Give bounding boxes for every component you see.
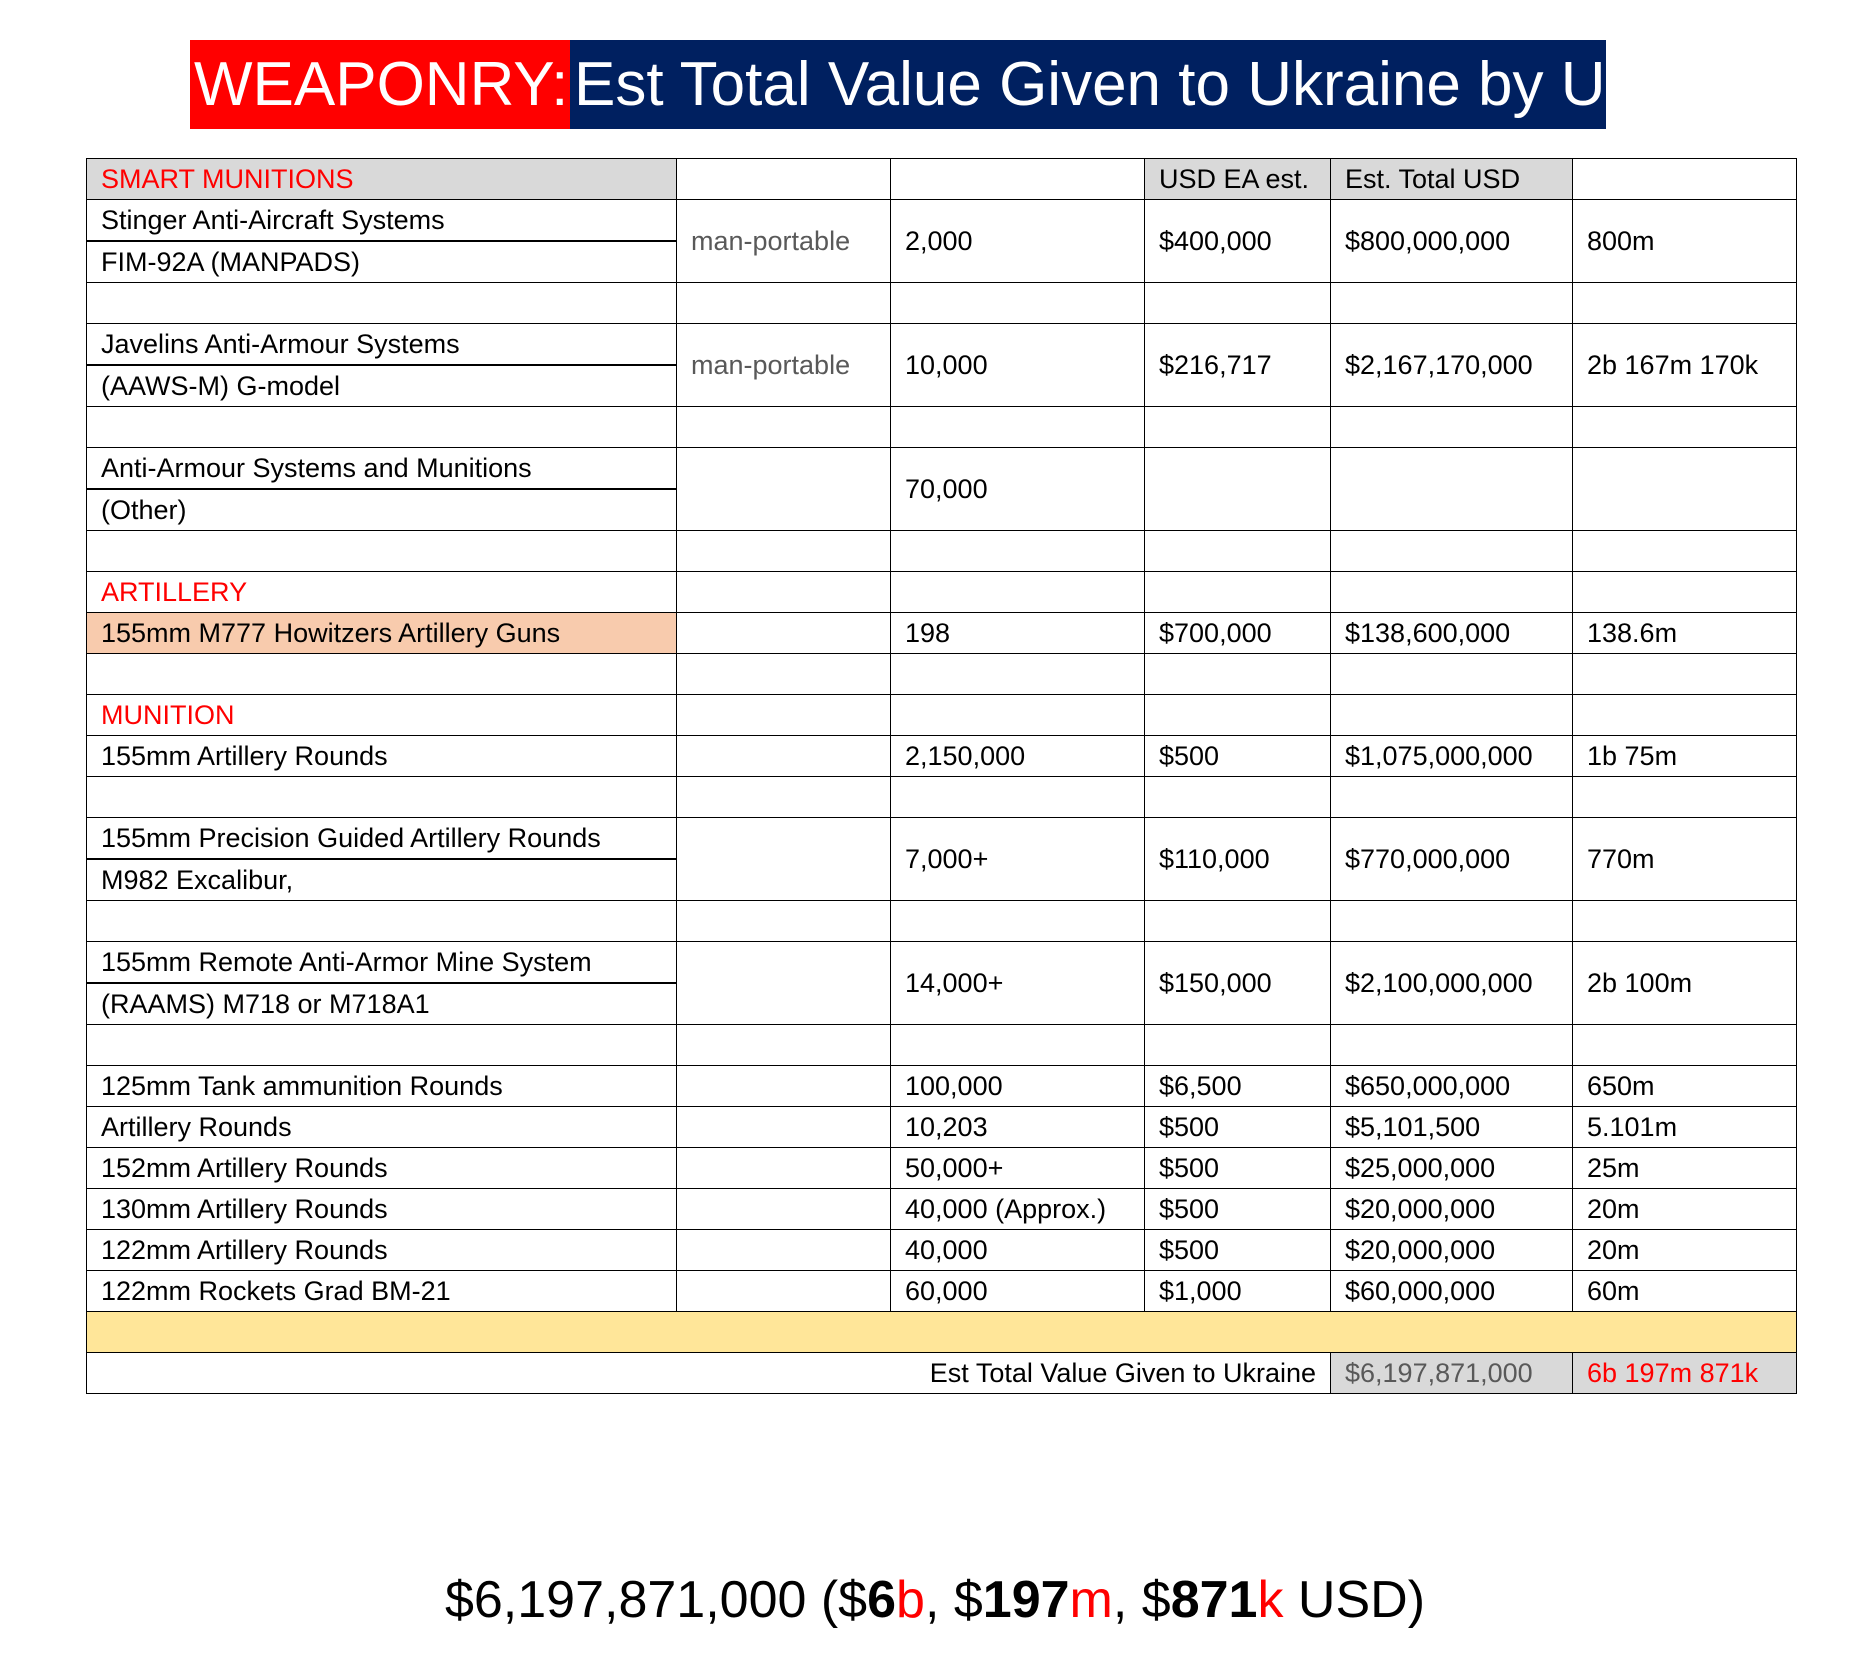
item-quantity: 2,000 — [891, 200, 1145, 283]
item-usd-each: $1,000 — [1145, 1271, 1331, 1312]
item-type — [677, 942, 891, 1025]
spacer-cell — [677, 283, 891, 324]
header-usd-each: USD EA est. — [1145, 159, 1331, 200]
summary-text: , $ — [1112, 1571, 1171, 1629]
spacer-cell — [1331, 572, 1573, 613]
item-type: man-portable — [677, 324, 891, 407]
spacer-cell — [1145, 572, 1331, 613]
section-row — [87, 695, 1797, 736]
table-row — [87, 200, 1797, 242]
item-total-short: 770m — [1573, 818, 1797, 901]
spacer-cell — [1145, 777, 1331, 818]
spacer-cell — [677, 654, 891, 695]
table-header-row — [87, 159, 1797, 200]
item-name: Anti-Armour Systems and Munitions — [87, 448, 677, 490]
item-total-short: 20m — [1573, 1230, 1797, 1271]
spacer-cell — [1573, 654, 1797, 695]
item-total-usd: $1,075,000,000 — [1331, 736, 1573, 777]
spacer-cell — [891, 1025, 1145, 1066]
table-row — [87, 324, 1797, 366]
item-quantity: 50,000+ — [891, 1148, 1145, 1189]
item-usd-each: $700,000 — [1145, 613, 1331, 654]
item-total-short: 60m — [1573, 1271, 1797, 1312]
section-label: ARTILLERY — [87, 572, 677, 613]
item-type — [677, 448, 891, 531]
item-name: 125mm Tank ammunition Rounds — [87, 1066, 677, 1107]
spacer-cell — [87, 283, 677, 324]
summary-text: ($ — [806, 1571, 868, 1629]
item-quantity: 198 — [891, 613, 1145, 654]
item-name: 155mm Remote Anti-Armor Mine System — [87, 942, 677, 984]
item-quantity: 10,000 — [891, 324, 1145, 407]
table-row — [87, 1271, 1797, 1312]
table-row — [87, 818, 1797, 860]
spacer-cell — [677, 572, 891, 613]
table-row — [87, 942, 1797, 984]
item-total-usd — [1331, 448, 1573, 531]
item-total-usd: $2,100,000,000 — [1331, 942, 1573, 1025]
item-total-usd: $650,000,000 — [1331, 1066, 1573, 1107]
total-short: 6b 197m 871k — [1573, 1353, 1797, 1394]
item-quantity: 100,000 — [891, 1066, 1145, 1107]
spacer-cell — [1573, 695, 1797, 736]
spacer-cell — [1145, 283, 1331, 324]
item-quantity: 70,000 — [891, 448, 1145, 531]
spacer-cell — [1573, 407, 1797, 448]
spacer-cell — [1331, 654, 1573, 695]
item-type — [677, 1107, 891, 1148]
spacer-cell — [87, 901, 677, 942]
spacer-cell — [87, 407, 677, 448]
spacer-cell — [87, 777, 677, 818]
header-smart-munitions: SMART MUNITIONS — [87, 159, 677, 200]
spacer-cell — [1573, 1025, 1797, 1066]
total-usd: $6,197,871,000 — [1331, 1353, 1573, 1394]
item-total-short: 800m — [1573, 200, 1797, 283]
table-row — [87, 1230, 1797, 1271]
spacer-cell — [891, 654, 1145, 695]
item-total-short: 2b 100m — [1573, 942, 1797, 1025]
table-row — [87, 1189, 1797, 1230]
spacer-cell — [1331, 531, 1573, 572]
item-total-usd: $2,167,170,000 — [1331, 324, 1573, 407]
summary-thousands: 871 — [1170, 1571, 1258, 1629]
item-name: 130mm Artillery Rounds — [87, 1189, 677, 1230]
spacer-cell — [677, 777, 891, 818]
item-type — [677, 736, 891, 777]
spacer-cell — [1331, 1025, 1573, 1066]
spacer-cell — [677, 1025, 891, 1066]
spacer-row — [87, 283, 1797, 324]
spacer-row — [87, 1025, 1797, 1066]
spacer-cell — [677, 407, 891, 448]
spacer-cell — [1145, 901, 1331, 942]
item-usd-each: $500 — [1145, 1189, 1331, 1230]
item-total-usd: $25,000,000 — [1331, 1148, 1573, 1189]
item-quantity: 40,000 (Approx.) — [891, 1189, 1145, 1230]
item-usd-each: $400,000 — [1145, 200, 1331, 283]
item-total-usd: $800,000,000 — [1331, 200, 1573, 283]
item-name: 155mm Precision Guided Artillery Rounds — [87, 818, 677, 860]
item-total-short — [1573, 448, 1797, 531]
spacer-row — [87, 531, 1797, 572]
spacer-cell — [1331, 407, 1573, 448]
summary-millions: 197 — [982, 1571, 1070, 1629]
weapons-table — [86, 158, 1797, 1394]
section-label: MUNITION — [87, 695, 677, 736]
item-type: man-portable — [677, 200, 891, 283]
spacer-cell — [1331, 695, 1573, 736]
spacer-cell — [891, 531, 1145, 572]
spacer-cell — [891, 283, 1145, 324]
spacer-cell — [677, 901, 891, 942]
item-name: (AAWS-M) G-model — [87, 365, 677, 407]
spacer-cell — [891, 572, 1145, 613]
summary-text: USD) — [1283, 1571, 1426, 1629]
spacer-row — [87, 777, 1797, 818]
item-total-short: 25m — [1573, 1148, 1797, 1189]
item-type — [677, 1189, 891, 1230]
summary-millions-unit: m — [1069, 1571, 1113, 1629]
item-name: 155mm Artillery Rounds — [87, 736, 677, 777]
item-total-usd: $770,000,000 — [1331, 818, 1573, 901]
item-total-short: 2b 167m 170k — [1573, 324, 1797, 407]
summary-text: , $ — [924, 1571, 983, 1629]
item-quantity: 10,203 — [891, 1107, 1145, 1148]
spacer-cell — [1573, 283, 1797, 324]
spacer-cell — [1573, 901, 1797, 942]
spacer-cell — [1145, 531, 1331, 572]
title-main: Est Total Value Given to Ukraine by US. — [570, 40, 1606, 129]
item-total-short: 20m — [1573, 1189, 1797, 1230]
spacer-cell — [87, 654, 677, 695]
spacer-cell — [677, 531, 891, 572]
spacer-cell — [891, 901, 1145, 942]
spacer-cell — [1573, 777, 1797, 818]
spacer-row — [87, 901, 1797, 942]
header-total-usd: Est. Total USD — [1331, 159, 1573, 200]
item-name: 152mm Artillery Rounds — [87, 1148, 677, 1189]
item-type — [677, 818, 891, 901]
item-usd-each: $110,000 — [1145, 818, 1331, 901]
spacer-cell — [891, 695, 1145, 736]
item-quantity: 40,000 — [891, 1230, 1145, 1271]
item-total-usd: $138,600,000 — [1331, 613, 1573, 654]
item-usd-each: $150,000 — [1145, 942, 1331, 1025]
item-usd-each: $500 — [1145, 1107, 1331, 1148]
item-type — [677, 1148, 891, 1189]
item-usd-each: $6,500 — [1145, 1066, 1331, 1107]
item-total-short: 1b 75m — [1573, 736, 1797, 777]
item-usd-each — [1145, 448, 1331, 531]
table-row — [87, 613, 1797, 654]
item-total-short: 138.6m — [1573, 613, 1797, 654]
item-name: 155mm M777 Howitzers Artillery Guns — [87, 613, 677, 654]
total-label: Est Total Value Given to Ukraine — [87, 1353, 1331, 1394]
item-type — [677, 1066, 891, 1107]
spacer-cell — [1573, 572, 1797, 613]
item-name: 122mm Artillery Rounds — [87, 1230, 677, 1271]
summary-billions-unit: b — [896, 1571, 925, 1629]
spacer-row — [87, 407, 1797, 448]
item-name: Artillery Rounds — [87, 1107, 677, 1148]
table-row — [87, 1148, 1797, 1189]
total-row — [87, 1353, 1797, 1394]
item-name: Stinger Anti-Aircraft Systems — [87, 200, 677, 242]
item-total-usd: $20,000,000 — [1331, 1189, 1573, 1230]
item-name: M982 Excalibur, — [87, 859, 677, 901]
spacer-cell — [1573, 531, 1797, 572]
item-total-usd: $5,101,500 — [1331, 1107, 1573, 1148]
item-total-usd: $20,000,000 — [1331, 1230, 1573, 1271]
spacer-cell — [891, 777, 1145, 818]
header-cell — [891, 159, 1145, 200]
item-name: (Other) — [87, 489, 677, 531]
summary-thousands-unit: k — [1257, 1571, 1284, 1629]
table-row — [87, 736, 1797, 777]
summary-total — [0, 1570, 1870, 1630]
item-name: Javelins Anti-Armour Systems — [87, 324, 677, 366]
table-row — [87, 1107, 1797, 1148]
spacer-cell — [891, 407, 1145, 448]
summary-billions: 6 — [867, 1571, 897, 1629]
spacer-row-highlight — [87, 1312, 1797, 1353]
spacer-cell — [87, 531, 677, 572]
spacer-cell — [1145, 1025, 1331, 1066]
item-usd-each: $216,717 — [1145, 324, 1331, 407]
item-type — [677, 1230, 891, 1271]
section-row — [87, 572, 1797, 613]
spacer-cell — [1331, 901, 1573, 942]
item-name: (RAAMS) M718 or M718A1 — [87, 983, 677, 1025]
summary-full: $6,197,871,000 — [444, 1571, 807, 1629]
header-cell — [1573, 159, 1797, 200]
item-total-short: 5.101m — [1573, 1107, 1797, 1148]
spacer-cell — [1145, 407, 1331, 448]
table-row — [87, 1066, 1797, 1107]
spacer-cell — [1145, 654, 1331, 695]
item-name: FIM-92A (MANPADS) — [87, 241, 677, 283]
spacer-cell — [1331, 777, 1573, 818]
spacer-cell — [677, 695, 891, 736]
item-type — [677, 1271, 891, 1312]
item-usd-each: $500 — [1145, 736, 1331, 777]
item-quantity: 2,150,000 — [891, 736, 1145, 777]
spacer-cell — [87, 1025, 677, 1066]
header-cell — [677, 159, 891, 200]
table-row — [87, 448, 1797, 490]
title-weaponry: WEAPONRY: — [190, 40, 570, 129]
spacer-row — [87, 654, 1797, 695]
item-total-short: 650m — [1573, 1066, 1797, 1107]
item-usd-each: $500 — [1145, 1230, 1331, 1271]
item-type — [677, 613, 891, 654]
item-quantity: 14,000+ — [891, 942, 1145, 1025]
item-usd-each: $500 — [1145, 1148, 1331, 1189]
item-quantity: 7,000+ — [891, 818, 1145, 901]
spacer-cell — [1331, 283, 1573, 324]
item-total-usd: $60,000,000 — [1331, 1271, 1573, 1312]
spacer-cell — [1145, 695, 1331, 736]
page-title — [190, 40, 1665, 129]
item-name: 122mm Rockets Grad BM-21 — [87, 1271, 677, 1312]
item-quantity: 60,000 — [891, 1271, 1145, 1312]
spacer-cell — [87, 1312, 1797, 1353]
